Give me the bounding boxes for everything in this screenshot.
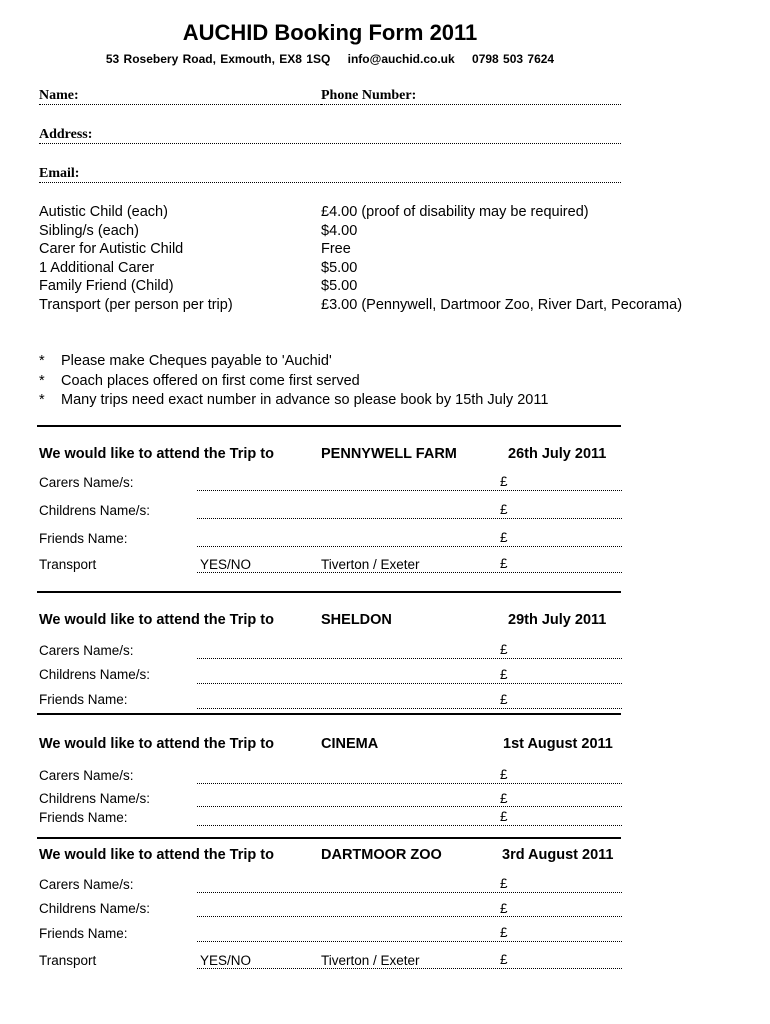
email-field[interactable] — [39, 182, 621, 183]
carers-label: Carers Name/s: — [39, 475, 134, 490]
friends-label: Friends Name: — [39, 531, 128, 546]
price-value: £4.00 (proof of disability may be required) — [321, 204, 589, 220]
contact-line — [0, 52, 660, 66]
carers-field[interactable] — [197, 892, 622, 893]
pound-sign: £ — [500, 952, 508, 967]
childrens-field[interactable] — [197, 916, 622, 917]
pound-sign: £ — [500, 556, 508, 571]
carers-field[interactable] — [197, 658, 622, 659]
transport-yes-no[interactable]: YES/NO — [200, 953, 252, 968]
friends-label: Friends Name: — [39, 692, 128, 707]
pound-sign: £ — [500, 474, 508, 489]
section-divider — [37, 425, 621, 427]
price-value: Free — [321, 241, 351, 257]
notes-bullets — [39, 352, 45, 411]
price-item: Family Friend (Child) — [39, 278, 174, 294]
price-item: 1 Additional Carer — [39, 259, 155, 276]
org-phone: 0798 503 7624 — [472, 52, 555, 66]
price-values — [321, 203, 682, 314]
friends-label: Friends Name: — [39, 926, 128, 941]
bullet: * — [39, 353, 45, 369]
carers-field[interactable] — [197, 490, 622, 491]
pound-sign: £ — [500, 791, 508, 806]
note-item: Coach places offered on first come first served — [61, 372, 360, 389]
friends-field[interactable] — [197, 708, 622, 709]
friends-field[interactable] — [197, 825, 622, 826]
price-value: $5.00 — [321, 259, 358, 276]
childrens-field[interactable] — [197, 806, 622, 807]
notes-list — [61, 352, 548, 411]
section-divider — [37, 713, 621, 715]
pound-sign: £ — [500, 876, 508, 891]
trip-heading: We would like to attend the Trip to — [39, 612, 274, 628]
trip-heading: We would like to attend the Trip to — [39, 847, 274, 863]
trip-heading: We would like to attend the Trip to — [39, 736, 274, 752]
note-item: Please make Cheques payable to 'Auchid' — [61, 353, 332, 369]
transport-route: Tiverton / Exeter — [321, 557, 420, 572]
org-email: info@auchid.co.uk — [347, 52, 455, 66]
carers-label: Carers Name/s: — [39, 768, 134, 783]
childrens-label: Childrens Name/s: — [39, 503, 151, 518]
address-label: Address: — [39, 127, 93, 142]
org-address: 53 Rosebery Road, Exmouth, EX8 1SQ — [105, 52, 331, 66]
pound-sign: £ — [500, 667, 508, 682]
transport-route: Tiverton / Exeter — [321, 953, 420, 968]
pound-sign: £ — [500, 767, 508, 782]
price-value: $5.00 — [321, 278, 358, 294]
trip-date: 29th July 2011 — [508, 612, 607, 628]
trip-heading: We would like to attend the Trip to — [39, 446, 274, 462]
address-field[interactable] — [39, 143, 621, 144]
pound-sign: £ — [500, 502, 508, 517]
trip-destination: CINEMA — [321, 736, 379, 752]
phone-label: Phone Number: — [321, 88, 417, 103]
email-label: Email: — [39, 166, 80, 181]
friends-field[interactable] — [197, 941, 622, 942]
section-divider — [37, 591, 621, 593]
transport-yes-no[interactable]: YES/NO — [200, 557, 252, 572]
childrens-field[interactable] — [197, 518, 622, 519]
carers-label: Carers Name/s: — [39, 877, 134, 892]
price-item: Carer for Autistic Child — [39, 241, 184, 257]
name-label: Name: — [39, 88, 79, 103]
transport-label: Transport — [39, 557, 97, 572]
pound-sign: £ — [500, 925, 508, 940]
name-field[interactable] — [39, 104, 321, 105]
section-divider — [37, 837, 621, 839]
childrens-label: Childrens Name/s: — [39, 667, 151, 682]
trip-destination: PENNYWELL FARM — [321, 446, 457, 462]
price-item: Sibling/s (each) — [39, 222, 139, 239]
transport-field[interactable] — [197, 572, 622, 573]
pound-sign: £ — [500, 901, 508, 916]
trip-destination: SHELDON — [321, 612, 392, 628]
price-item: Transport (per person per trip) — [39, 296, 233, 313]
pound-sign: £ — [500, 530, 508, 545]
phone-field[interactable] — [321, 104, 621, 105]
bullet: * — [39, 372, 45, 389]
trip-date: 1st August 2011 — [503, 736, 613, 752]
transport-label: Transport — [39, 953, 97, 968]
carers-label: Carers Name/s: — [39, 643, 134, 658]
pound-sign: £ — [500, 692, 508, 707]
childrens-label: Childrens Name/s: — [39, 791, 151, 806]
pound-sign: £ — [500, 642, 508, 657]
transport-field[interactable] — [197, 968, 622, 969]
bullet: * — [39, 392, 45, 408]
trip-date: 3rd August 2011 — [502, 847, 614, 863]
childrens-field[interactable] — [197, 683, 622, 684]
trip-date: 26th July 2011 — [508, 446, 607, 462]
trip-destination: DARTMOOR ZOO — [321, 847, 442, 863]
price-value: $4.00 — [321, 222, 358, 239]
friends-field[interactable] — [197, 546, 622, 547]
childrens-label: Childrens Name/s: — [39, 901, 151, 916]
note-item: Many trips need exact number in advance so please book by 15th July 2011 — [61, 392, 549, 408]
price-item: Autistic Child (each) — [39, 204, 168, 220]
friends-label: Friends Name: — [39, 810, 128, 825]
price-items — [39, 203, 233, 314]
form-title: AUCHID Booking Form 2011 — [182, 20, 478, 45]
carers-field[interactable] — [197, 783, 622, 784]
price-value: £3.00 (Pennywell, Dartmoor Zoo, River Dart, Pecorama) — [321, 296, 683, 313]
pound-sign: £ — [500, 809, 508, 824]
